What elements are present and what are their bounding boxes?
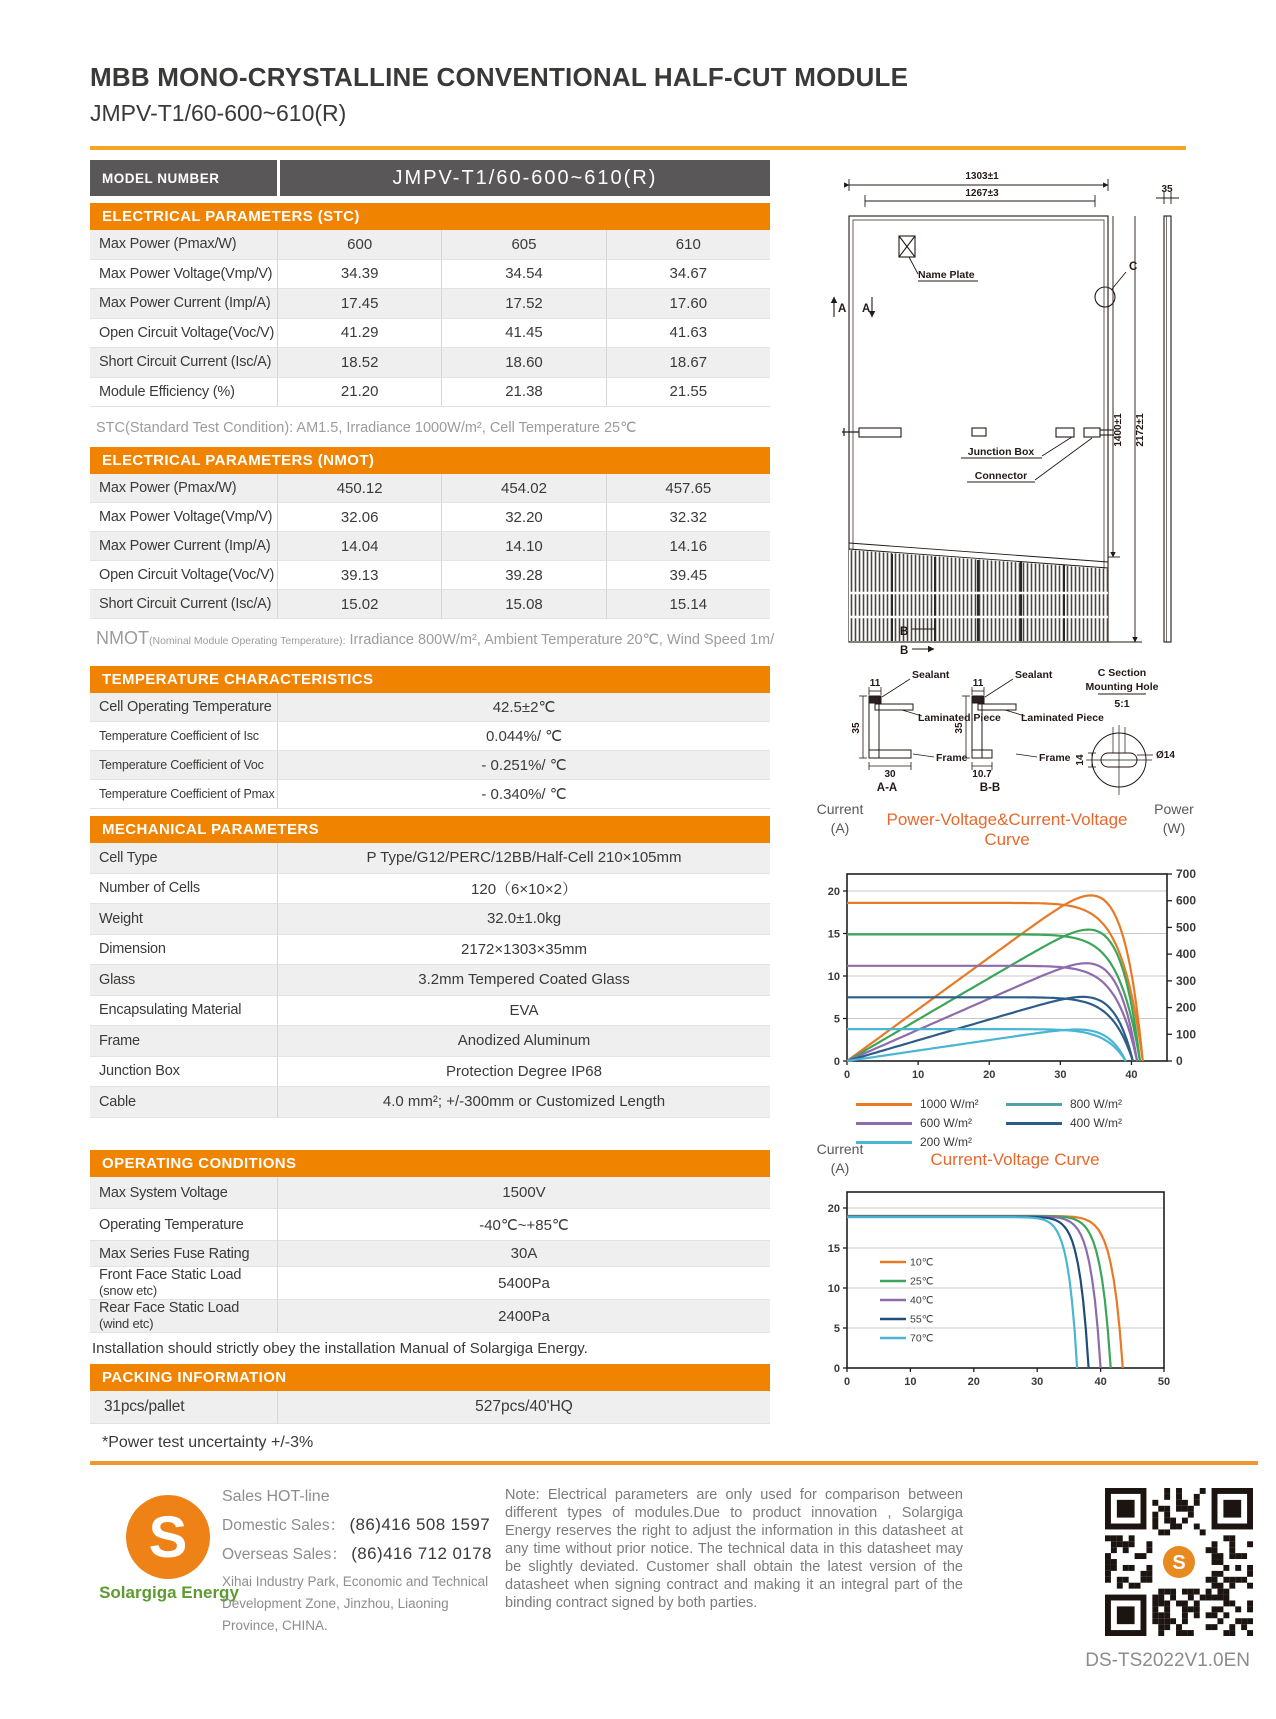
svg-text:10℃: 10℃ <box>910 1256 934 1269</box>
section-a-marker: A <box>838 303 847 315</box>
table-row <box>90 590 770 619</box>
section-nmot <box>90 447 770 619</box>
row-value: 17.45 <box>277 289 441 319</box>
svg-text:300: 300 <box>1176 973 1197 988</box>
legend-item <box>1006 1097 1156 1111</box>
svg-text:400: 400 <box>1176 947 1197 962</box>
svg-text:20: 20 <box>827 1203 840 1215</box>
row-label: Max Power Voltage(Vmp/V) <box>90 260 277 290</box>
table-row <box>90 1391 770 1424</box>
row-value: 41.63 <box>606 319 770 349</box>
row-label: Cable <box>90 1087 277 1118</box>
row-label: Front Face Static Load (snow etc) <box>99 1267 242 1298</box>
dim-sec-top: 11 <box>972 678 984 689</box>
section-mechanical <box>90 816 770 1118</box>
row-value: 4.0 mm²; +/-300mm or Customized Length <box>277 1087 770 1118</box>
svg-text:0: 0 <box>1176 1054 1183 1068</box>
section-operating <box>90 1150 770 1333</box>
row-label: Operating Temperature <box>90 1209 277 1241</box>
legend-label: 400 W/m² <box>1070 1116 1123 1130</box>
dim-thickness: 35 <box>1161 184 1173 195</box>
svg-text:25℃: 25℃ <box>910 1275 934 1288</box>
row-label: Max Power (Pmax/W) <box>90 230 277 260</box>
table-row <box>90 1087 770 1118</box>
row-label: Max Power Current (Imp/A) <box>90 289 277 319</box>
table-row <box>90 722 770 751</box>
row-value: 3.2mm Tempered Coated Glass <box>277 965 770 996</box>
svg-text:0: 0 <box>833 1056 840 1068</box>
name-plate-label: Name Plate <box>918 269 975 281</box>
row-value: 0.044%/ ℃ <box>277 722 770 751</box>
svg-text:15: 15 <box>827 928 840 941</box>
module-drawing <box>830 165 1185 800</box>
section-header-stc: ELECTRICAL PARAMETERS (STC) <box>90 203 770 230</box>
dim-sec-b-width: 10.7 <box>972 769 992 780</box>
table-row <box>90 904 770 935</box>
sealant-label: Sealant <box>912 669 950 681</box>
section-aa <box>859 679 934 770</box>
iv-temp-chart-header <box>812 1140 1162 1178</box>
svg-text:20: 20 <box>827 886 840 898</box>
dim-hole-height: 14 <box>1075 754 1086 766</box>
table-row <box>90 1241 770 1267</box>
section-c-marker: C <box>1129 261 1138 273</box>
table-row <box>90 348 770 378</box>
row-value: 450.12 <box>277 474 441 503</box>
section-b-marker: B <box>900 626 909 638</box>
page-title: MBB MONO-CRYSTALLINE CONVENTIONAL HALF-CUT MODULE <box>90 62 909 92</box>
model-number-bar <box>90 160 770 196</box>
table-row <box>90 751 770 780</box>
legend-label: 1000 W/m² <box>920 1097 979 1111</box>
svg-text:S: S <box>1172 1552 1186 1574</box>
dim-hole-dia: Ø14 <box>1156 750 1175 761</box>
c-section-scale: 5:1 <box>1114 698 1130 710</box>
row-label: Temperature Coefficient of Isc <box>90 722 277 751</box>
laminated-piece-label: Laminated Piece <box>918 712 1001 724</box>
row-value: 18.67 <box>606 348 770 378</box>
table-row <box>90 474 770 503</box>
row-label: Short Circuit Current (Isc/A) <box>90 348 277 378</box>
nmot-note-small: (Nominal Module Operating Temperature): <box>149 635 346 647</box>
svg-text:40: 40 <box>1125 1069 1138 1081</box>
svg-text:0: 0 <box>843 1376 851 1388</box>
row-label: Number of Cells <box>90 874 277 905</box>
row-value: - 0.340%/ ℃ <box>277 780 770 809</box>
row-value: 600 <box>277 230 441 260</box>
table-row <box>90 532 770 561</box>
row-value: 14.04 <box>277 532 441 561</box>
row-label: Max System Voltage <box>90 1177 277 1209</box>
table-row <box>90 378 770 408</box>
section-b-marker: B <box>900 645 909 657</box>
svg-text:5: 5 <box>833 1323 840 1335</box>
brand-wordmark: Solargiga Energy <box>99 1583 239 1602</box>
table-row <box>90 289 770 319</box>
row-value: 39.13 <box>277 561 441 590</box>
iv-temp-chart <box>820 1186 1180 1391</box>
page-subtitle: JMPV-T1/60-600~610(R) <box>90 100 347 126</box>
legend-item <box>856 1097 1006 1111</box>
row-value: 32.0±1.0kg <box>277 904 770 935</box>
power-test-note: *Power test uncertainty +/-3% <box>102 1434 314 1451</box>
model-number-value: JMPV-T1/60-600~610(R) <box>280 160 770 196</box>
row-label: Dimension <box>90 935 277 966</box>
pv-iv-chart-header <box>812 800 1202 850</box>
table-row <box>90 935 770 966</box>
packing-container: 527pcs/40'HQ <box>277 1391 770 1424</box>
table-row <box>90 1177 770 1209</box>
row-value: 15.02 <box>277 590 441 619</box>
domestic-sales: Domestic Sales： (86)416 508 1597 <box>222 1515 491 1534</box>
dim-sec-height: 35 <box>851 722 862 734</box>
svg-text:10: 10 <box>911 1069 925 1081</box>
document-code: DS-TS2022V1.0EN <box>1085 1650 1250 1671</box>
stc-note: STC(Standard Test Condition): AM1.5, Irradiance 1000W/m², Cell Temperature 25℃ <box>96 420 637 436</box>
section-stc <box>90 203 770 407</box>
table-row <box>90 503 770 532</box>
row-value: 457.65 <box>606 474 770 503</box>
row-label: Encapsulating Material <box>90 996 277 1027</box>
dim-sec-height: 35 <box>954 722 965 734</box>
dim-width-inner: 1267±3 <box>965 188 999 199</box>
row-value: 42.5±2℃ <box>277 693 770 722</box>
row-value: 39.28 <box>441 561 605 590</box>
svg-text:15: 15 <box>827 1243 840 1255</box>
legend-item <box>1006 1116 1156 1130</box>
pv-iv-chart <box>820 866 1205 1082</box>
table-row <box>90 260 770 290</box>
row-value: - 0.251%/ ℃ <box>277 751 770 780</box>
svg-text:600: 600 <box>1176 893 1197 908</box>
section-header-temperature: TEMPERATURE CHARACTERISTICS <box>90 666 770 693</box>
table-row <box>90 1026 770 1057</box>
row-value: 1500V <box>277 1177 770 1209</box>
solargiga-logo: S <box>126 1495 210 1579</box>
header-divider <box>90 146 1186 150</box>
row-value: 15.08 <box>441 590 605 619</box>
nmot-note <box>96 628 774 649</box>
row-value: 120（6×10×2） <box>277 874 770 905</box>
row-label: Weight <box>90 904 277 935</box>
dim-sec-a-width: 30 <box>884 769 896 780</box>
address: Xihai Industry Park, Economic and Technical Development Zone, Jinzhou, Liaoning Province, CHINA. <box>222 1574 489 1633</box>
row-value: 17.60 <box>606 289 770 319</box>
caption-bb: B-B <box>979 782 1001 794</box>
svg-text:30: 30 <box>1031 1376 1044 1388</box>
right-axis-title: Power (W) <box>1154 801 1194 836</box>
row-value: 454.02 <box>441 474 605 503</box>
svg-text:50: 50 <box>1157 1376 1171 1388</box>
footer-divider <box>90 1461 1258 1465</box>
table-row <box>90 1209 770 1241</box>
row-value: 18.52 <box>277 348 441 378</box>
legend-item <box>856 1116 1006 1130</box>
row-label: Frame <box>90 1026 277 1057</box>
svg-text:55℃: 55℃ <box>910 1313 934 1326</box>
svg-text:10: 10 <box>827 971 840 983</box>
row-label: Open Circuit Voltage(Voc/V) <box>90 561 277 590</box>
svg-text:10: 10 <box>904 1376 917 1388</box>
c-section-subtitle: Mounting Hole <box>1085 681 1159 693</box>
nmot-note-rest: Irradiance 800W/m², Ambient Temperature 20℃, Wind Speed 1m/ <box>345 632 775 648</box>
c-section-title: C Section <box>1097 667 1147 679</box>
section-header-packing: PACKING INFORMATION <box>90 1364 770 1391</box>
row-value: 30A <box>277 1241 770 1267</box>
svg-text:100: 100 <box>1176 1027 1197 1042</box>
overseas-sales: Overseas Sales： (86)416 712 0178 <box>222 1544 492 1563</box>
row-value: 14.10 <box>441 532 605 561</box>
section-packing <box>90 1364 770 1424</box>
packing-pallet: 31pcs/pallet <box>90 1391 277 1424</box>
table-row <box>90 561 770 590</box>
table-row <box>90 780 770 809</box>
contact-block <box>222 1488 502 1637</box>
row-label: Max Power Voltage(Vmp/V) <box>90 503 277 532</box>
legend-swatch <box>1006 1103 1062 1106</box>
row-value: Anodized Aluminum <box>277 1026 770 1057</box>
row-label: Max Power (Pmax/W) <box>90 474 277 503</box>
frame-label: Frame <box>1039 752 1071 764</box>
dim-width-outer: 1303±1 <box>965 171 999 182</box>
table-row <box>90 1267 770 1300</box>
svg-text:200: 200 <box>1176 1000 1197 1015</box>
legend-label: 200 W/m² <box>920 1135 973 1149</box>
svg-text:700: 700 <box>1176 867 1197 881</box>
table-row <box>90 874 770 905</box>
row-value: 41.29 <box>277 319 441 349</box>
row-value: 18.60 <box>441 348 605 378</box>
svg-text:10: 10 <box>827 1283 840 1295</box>
table-row <box>90 1057 770 1088</box>
row-label: Short Circuit Current (Isc/A) <box>90 590 277 619</box>
dim-sec-top: 11 <box>869 678 881 689</box>
legend-label: 800 W/m² <box>1070 1097 1123 1111</box>
sealant-label: Sealant <box>1015 669 1053 681</box>
svg-text:70℃: 70℃ <box>910 1332 934 1345</box>
table-row <box>90 230 770 260</box>
section-header-nmot: ELECTRICAL PARAMETERS (NMOT) <box>90 447 770 474</box>
svg-text:0: 0 <box>833 1363 840 1375</box>
row-value: Protection Degree IP68 <box>277 1057 770 1088</box>
row-value: 605 <box>441 230 605 260</box>
left-axis-title: Current (A) <box>816 1141 864 1176</box>
row-value: EVA <box>277 996 770 1027</box>
table-row <box>90 319 770 349</box>
connector-label: Connector <box>974 470 1028 482</box>
row-value: 21.38 <box>441 378 605 408</box>
iv-temp-chart-title: Current-Voltage Curve <box>930 1150 1100 1169</box>
row-label: Glass <box>90 965 277 996</box>
row-label: Module Efficiency (%) <box>90 378 277 408</box>
row-value: 15.14 <box>606 590 770 619</box>
row-value: 39.45 <box>606 561 770 590</box>
dim-height-outer: 2172±1 <box>1135 413 1146 447</box>
table-row <box>90 1300 770 1333</box>
row-value: 41.45 <box>441 319 605 349</box>
row-value: 32.20 <box>441 503 605 532</box>
svg-text:500: 500 <box>1176 920 1197 935</box>
row-value: P Type/G12/PERC/12BB/Half-Cell 210×105mm <box>277 843 770 874</box>
legend-swatch <box>1006 1122 1062 1125</box>
installation-note: Installation should strictly obey the installation Manual of Solargiga Energy. <box>92 1340 588 1357</box>
row-value: 2400Pa <box>277 1300 770 1333</box>
row-label: Temperature Coefficient of Pmax <box>90 780 277 809</box>
row-label: Max Power Current (Imp/A) <box>90 532 277 561</box>
legend-swatch <box>856 1122 912 1125</box>
row-value: 34.39 <box>277 260 441 290</box>
pv-iv-chart-title: Power-Voltage&Current-Voltage Curve <box>886 810 1128 849</box>
table-row <box>90 965 770 996</box>
laminated-piece-label: Laminated Piece <box>1021 712 1104 724</box>
left-axis-title: Current (A) <box>816 801 864 836</box>
svg-text:5: 5 <box>833 1013 840 1026</box>
row-label: Rear Face Static Load (wind etc) <box>99 1300 240 1331</box>
row-label: Max Series Fuse Rating <box>90 1241 277 1267</box>
table-row <box>90 996 770 1027</box>
svg-text:20: 20 <box>967 1376 980 1388</box>
row-value: 2172×1303×35mm <box>277 935 770 966</box>
legal-note: Note: Electrical parameters are only used for comparison between different types of modules.Due to product innovation , Solargiga Energy reserves the right to adjust the information in this datasheet at any time without prior notice. The technical data in this datasheet may be slightly deviated. Customer shall obtain the latest version of the datasheet when signing contract and making it an integral part of the binding contract signed by both parties. <box>505 1487 963 1611</box>
table-row <box>90 693 770 722</box>
svg-text:40℃: 40℃ <box>910 1294 934 1307</box>
frame-label: Frame <box>936 752 968 764</box>
caption-aa: A-A <box>876 782 898 794</box>
row-value: 21.20 <box>277 378 441 408</box>
row-value: 34.54 <box>441 260 605 290</box>
row-value: 32.32 <box>606 503 770 532</box>
row-value: 5400Pa <box>277 1267 770 1300</box>
svg-text:20: 20 <box>983 1069 996 1081</box>
svg-text:30: 30 <box>1054 1069 1067 1081</box>
section-a-marker: A <box>862 303 871 315</box>
nmot-note-prefix: NMOT <box>96 628 149 648</box>
row-label: Open Circuit Voltage(Voc/V) <box>90 319 277 349</box>
legend-swatch <box>856 1103 912 1106</box>
section-header-operating: OPERATING CONDITIONS <box>90 1150 770 1177</box>
section-header-mechanical: MECHANICAL PARAMETERS <box>90 816 770 843</box>
row-label: Cell Operating Temperature <box>90 693 277 722</box>
section-temperature <box>90 666 770 809</box>
row-label: Junction Box <box>90 1057 277 1088</box>
dim-height-inner: 1400±1 <box>1113 413 1124 447</box>
row-value: 17.52 <box>441 289 605 319</box>
table-row <box>90 843 770 874</box>
junction-box-label: Junction Box <box>967 446 1035 458</box>
sales-hotline-label: Sales HOT-line <box>222 1488 330 1505</box>
module-front-view <box>834 179 1179 649</box>
svg-text:0: 0 <box>843 1069 851 1081</box>
svg-text:40: 40 <box>1094 1376 1107 1388</box>
row-value: 610 <box>606 230 770 260</box>
row-label: Cell Type <box>90 843 277 874</box>
row-value: 14.16 <box>606 532 770 561</box>
row-value: 32.06 <box>277 503 441 532</box>
qr-code <box>1105 1488 1253 1636</box>
row-value: 34.67 <box>606 260 770 290</box>
model-number-label: MODEL NUMBER <box>90 160 277 196</box>
row-value: 21.55 <box>606 378 770 408</box>
row-label: Temperature Coefficient of Voc <box>90 751 277 780</box>
legend-label: 600 W/m² <box>920 1116 973 1130</box>
row-value: -40℃~+85℃ <box>277 1209 770 1241</box>
section-bb <box>962 679 1037 770</box>
